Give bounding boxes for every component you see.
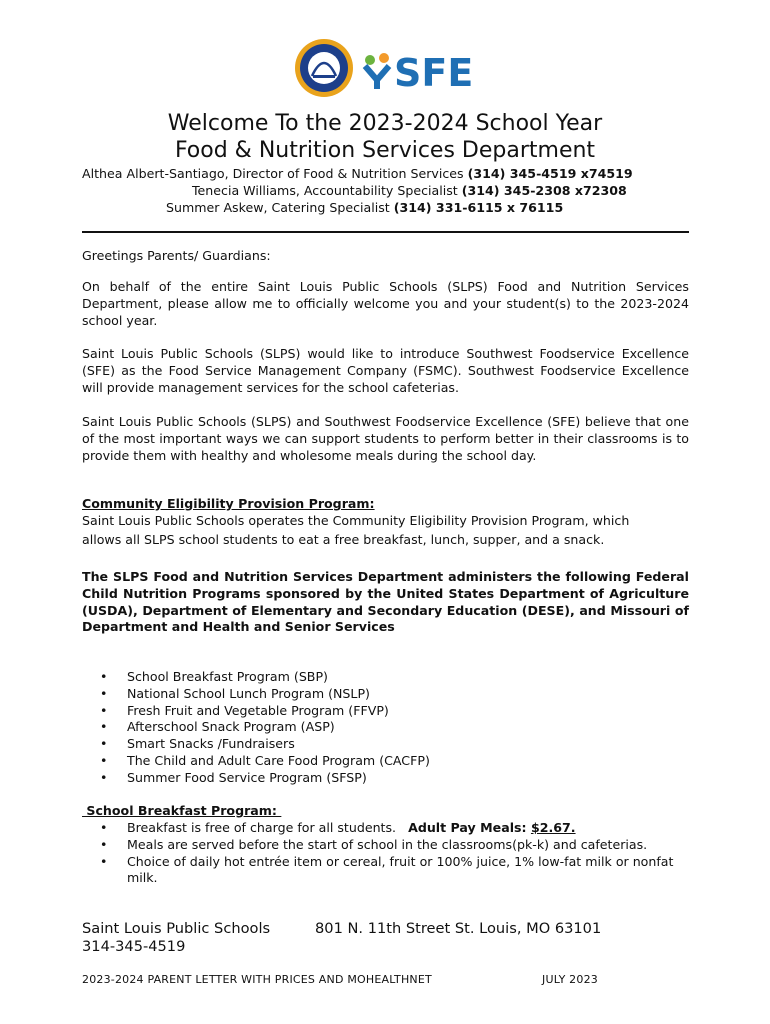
svg-text:SFE: SFE bbox=[394, 51, 474, 90]
list-item: • National School Lunch Program (NSLP) bbox=[100, 686, 690, 703]
list-item: • Smart Snacks /Fundraisers bbox=[100, 736, 690, 753]
footer-phone: 314-345-4519 bbox=[82, 938, 186, 955]
page-title-line-2: Food & Nutrition Services Department bbox=[174, 138, 596, 163]
footer-address: 801 N. 11th Street St. Louis, MO 63101 bbox=[315, 920, 602, 937]
list-item: • Breakfast is free of charge for all students. Adult Pay Meals: $2.67. bbox=[100, 820, 690, 837]
footer-doc-title: 2023-2024 PARENT LETTER WITH PRICES AND MOHEALTHNET bbox=[82, 973, 432, 986]
cep-line-2: allows all SLPS school students to eat a free breakfast, lunch, supper, and a snack. bbox=[82, 532, 605, 547]
header-logos bbox=[294, 36, 484, 102]
paragraph-welcome: On behalf of the entire Saint Louis Public Schools (SLPS) Food and Nutrition Services Department, please allow me to officially welcome you and your student(s) to the 2023-2024 school year. bbox=[82, 279, 689, 328]
header-divider bbox=[82, 231, 689, 233]
slps-seal-logo bbox=[294, 38, 354, 98]
page-title-line-1: Welcome To the 2023-2024 School Year bbox=[167, 111, 603, 136]
footer-date: JULY 2023 bbox=[542, 973, 598, 986]
list-item: • Afterschool Snack Program (ASP) bbox=[100, 719, 690, 736]
list-item: • Summer Food Service Program (SFSP) bbox=[100, 770, 690, 787]
contact-catering: Summer Askew, Catering Specialist (314) 331-6115 x 76115 bbox=[166, 200, 564, 215]
footer-org: Saint Louis Public Schools bbox=[82, 920, 271, 937]
cep-line-1: Saint Louis Public Schools operates the Community Eligibility Provision Program, which bbox=[82, 513, 630, 528]
list-item: • School Breakfast Program (SBP) bbox=[100, 669, 690, 686]
list-item: • Choice of daily hot entrée item or cereal, fruit or 100% juice, 1% low-fat milk or nonfat milk. bbox=[100, 854, 690, 888]
paragraph-sfe-intro: Saint Louis Public Schools (SLPS) would like to introduce Southwest Foodservice Excellence (SFE) as the Food Service Management Company (FSMC). Southwest Foodservice Excellence will provide management services for the school cafeterias. bbox=[82, 346, 689, 395]
sbp-heading: School Breakfast Program: bbox=[82, 803, 282, 818]
programs-list bbox=[100, 669, 690, 787]
paragraph-belief: Saint Louis Public Schools (SLPS) and Southwest Foodservice Excellence (SFE) believe that one of the most important ways we can support students to perform better in their classrooms is to provide them with healthy and wholesome meals during the school day. bbox=[82, 414, 689, 463]
programs-intro: The SLPS Food and Nutrition Services Department administers the following Federal Child Nutrition Programs sponsored by the United States Department of Agriculture (USDA), Department of Elementary and Secondary Education (DESE), and Missouri of Department and Health and Senior Services bbox=[82, 569, 689, 635]
list-item: • Fresh Fruit and Vegetable Program (FFVP) bbox=[100, 703, 690, 720]
list-item: • The Child and Adult Care Food Program (CACFP) bbox=[100, 753, 690, 770]
contact-director: Althea Albert-Santiago, Director of Food & Nutrition Services (314) 345-4519 x74519 bbox=[82, 166, 633, 181]
sfe-logo bbox=[362, 50, 478, 90]
sbp-list bbox=[100, 820, 690, 887]
contact-accountability: Tenecia Williams, Accountability Specialist (314) 345-2308 x72308 bbox=[192, 183, 627, 198]
list-item: • Meals are served before the start of school in the classrooms(pk-k) and cafeterias. bbox=[100, 837, 690, 854]
cep-heading: Community Eligibility Provision Program: bbox=[82, 496, 375, 511]
greeting: Greetings Parents/ Guardians: bbox=[82, 248, 271, 263]
